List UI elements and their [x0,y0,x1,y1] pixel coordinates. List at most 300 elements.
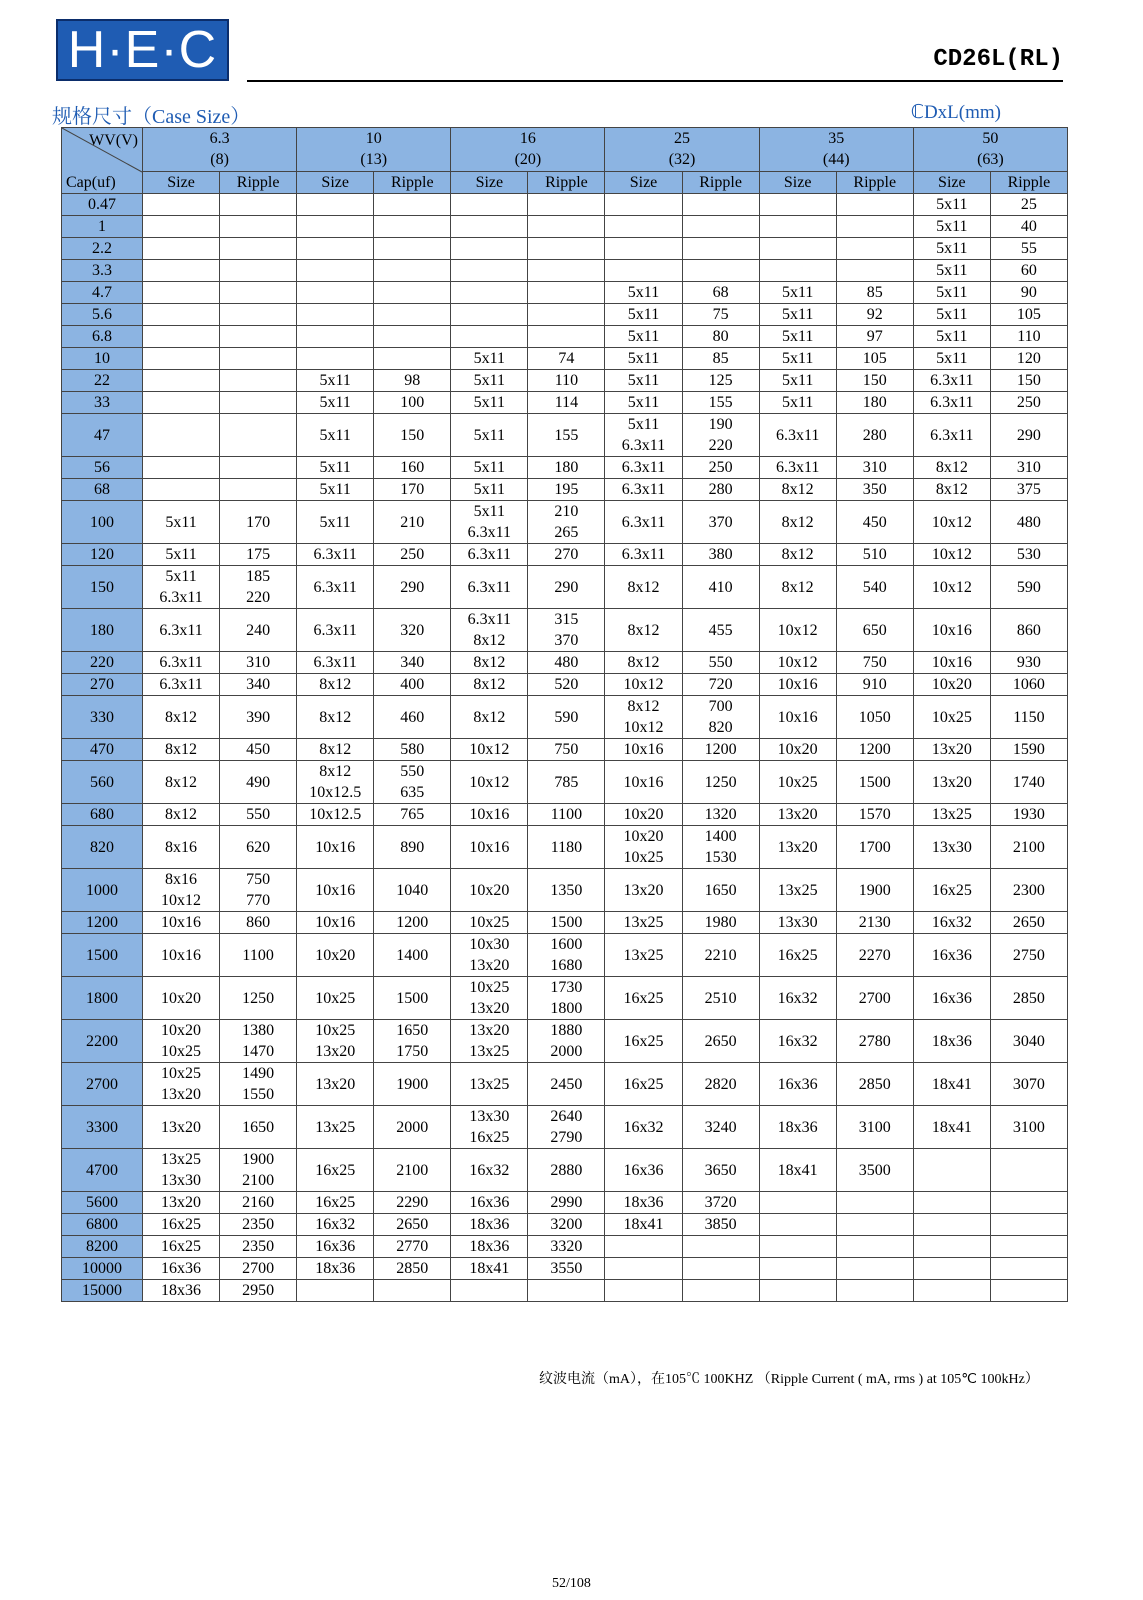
ripple-cell: 250 [374,544,451,566]
surge-voltage: (20) [514,151,542,169]
size-cell: 16x25 [143,1214,220,1236]
ripple-cell: 310 [836,457,913,479]
size-cell [297,260,374,282]
capacitance-cell: 0.47 [62,194,143,216]
size-cell: 6.3x11 [605,544,682,566]
ripple-cell [220,326,297,348]
capacitance-cell: 150 [62,566,143,609]
ripple-cell: 1880 2000 [528,1020,605,1063]
size-cell [143,326,220,348]
ripple-cell: 1400 1530 [682,826,759,869]
size-cell: 5x11 [451,348,528,370]
ripple-cell: 125 [682,370,759,392]
wv-header: WV(V) [89,132,138,149]
size-cell: 8x12 [759,479,836,501]
spec-table [61,127,1068,1302]
size-cell: 5x11 [605,304,682,326]
ripple-cell: 785 [528,761,605,804]
size-cell: 5x11 [297,501,374,544]
size-cell [759,260,836,282]
ripple-cell: 1900 [374,1063,451,1106]
ripple-cell [374,282,451,304]
size-cell [143,392,220,414]
size-cell: 8x12 [143,739,220,761]
size-cell: 13x20 [143,1192,220,1214]
size-cell: 18x36 [605,1192,682,1214]
ripple-cell [374,348,451,370]
ripple-cell: 480 [990,501,1067,544]
ripple-cell: 2510 [682,977,759,1020]
ripple-cell: 120 [990,348,1067,370]
size-column-header: Size [143,171,220,193]
size-cell: 8x12 [451,652,528,674]
size-cell [143,457,220,479]
size-cell: 5x11 [759,282,836,304]
ripple-cell: 1490 1550 [220,1063,297,1106]
size-cell: 16x25 [297,1149,374,1192]
size-cell: 6.3x11 [913,392,990,414]
size-cell: 6.3x11 [143,609,220,652]
size-cell: 10x12.5 [297,804,374,826]
ripple-cell [682,216,759,238]
size-cell: 6.3x11 [143,674,220,696]
size-cell [451,304,528,326]
table-row [62,1063,1068,1106]
ripple-cell: 3070 [990,1063,1067,1106]
ripple-cell: 60 [990,260,1067,282]
ripple-cell [220,282,297,304]
ripple-cell [682,1236,759,1258]
ripple-cell: 240 [220,609,297,652]
ripple-cell: 97 [836,326,913,348]
size-cell: 18x41 [605,1214,682,1236]
ripple-cell: 80 [682,326,759,348]
ripple-cell: 315 370 [528,609,605,652]
ripple-cell: 75 [682,304,759,326]
size-cell [913,1258,990,1280]
ripple-cell: 860 [220,912,297,934]
size-cell [451,1280,528,1302]
ripple-cell: 860 [990,609,1067,652]
size-cell: 18x36 [297,1258,374,1280]
size-cell [913,1280,990,1302]
capacitance-cell: 8200 [62,1236,143,1258]
ripple-cell: 540 [836,566,913,609]
size-cell: 5x11 [913,304,990,326]
ripple-cell: 350 [836,479,913,501]
size-cell: 10x25 13x20 [143,1063,220,1106]
size-cell: 13x20 [759,804,836,826]
dimension-unit: ℂDxL(mm) [910,102,1001,123]
table-row [62,1236,1068,1258]
table-row [62,826,1068,869]
capacitance-cell: 4.7 [62,282,143,304]
size-cell: 6.3x11 [605,501,682,544]
voltage-header [759,128,913,172]
size-cell [451,194,528,216]
ripple-cell: 150 [990,370,1067,392]
size-cell: 10x30 13x20 [451,934,528,977]
size-cell: 8x12 [759,566,836,609]
size-cell: 5x11 [451,414,528,457]
ripple-column-header: Ripple [528,171,605,193]
size-cell: 6.3x11 [297,544,374,566]
size-cell: 10x20 10x25 [605,826,682,869]
ripple-cell: 1250 [220,977,297,1020]
size-cell: 5x11 6.3x11 [451,501,528,544]
capacitance-cell: 1200 [62,912,143,934]
capacitance-cell: 1500 [62,934,143,977]
ripple-cell: 2850 [990,977,1067,1020]
size-cell [297,326,374,348]
ripple-cell: 340 [374,652,451,674]
size-cell: 6.3x11 [605,479,682,501]
size-cell: 10x12 [913,544,990,566]
ripple-cell: 510 [836,544,913,566]
size-cell: 10x16 [913,652,990,674]
size-cell: 5x11 [297,370,374,392]
size-cell: 5x11 [605,348,682,370]
size-cell: 8x12 [143,804,220,826]
table-row [62,479,1068,501]
capacitance-cell: 5.6 [62,304,143,326]
size-cell: 13x25 [913,804,990,826]
size-cell: 5x11 [759,392,836,414]
size-cell [297,304,374,326]
ripple-cell: 2700 [220,1258,297,1280]
size-cell [759,216,836,238]
capacitance-cell: 470 [62,739,143,761]
size-cell: 8x12 [143,761,220,804]
ripple-cell [990,1236,1067,1258]
ripple-cell: 1250 [682,761,759,804]
size-cell: 18x41 [913,1106,990,1149]
size-cell: 5x11 [913,326,990,348]
ripple-cell: 1350 [528,869,605,912]
capacitance-cell: 680 [62,804,143,826]
ripple-footnote: 纹波电流（mA），在105℃ 100KHZ （Ripple Current ( mA, rms ) at 105℃ 100kHz） [539,1372,1039,1387]
capacitance-cell: 3300 [62,1106,143,1149]
size-column-header: Size [759,171,836,193]
size-cell [143,194,220,216]
ripple-cell [682,260,759,282]
table-row [62,370,1068,392]
table-row [62,1149,1068,1192]
ripple-cell: 3040 [990,1020,1067,1063]
size-cell: 8x12 [605,566,682,609]
size-cell: 13x25 [605,934,682,977]
table-row [62,652,1068,674]
capacitance-cell: 4700 [62,1149,143,1192]
ripple-cell: 2650 [990,912,1067,934]
ripple-cell: 3500 [836,1149,913,1192]
ripple-cell: 750 [528,739,605,761]
ripple-cell [220,216,297,238]
size-cell: 6.3x11 8x12 [451,609,528,652]
ripple-cell: 550 [682,652,759,674]
size-cell: 8x12 [297,739,374,761]
ripple-cell: 1650 [220,1106,297,1149]
size-cell: 10x16 [143,912,220,934]
size-cell: 18x36 [451,1236,528,1258]
capacitance-cell: 270 [62,674,143,696]
ripple-cell: 750 770 [220,869,297,912]
ripple-cell: 2270 [836,934,913,977]
ripple-cell: 170 [374,479,451,501]
ripple-cell: 290 [374,566,451,609]
size-cell: 16x32 [759,1020,836,1063]
size-cell [451,238,528,260]
size-cell: 10x16 [913,609,990,652]
size-cell: 16x25 [605,977,682,1020]
capacitance-cell: 6.8 [62,326,143,348]
ripple-cell: 210 [374,501,451,544]
size-cell: 8x12 [605,609,682,652]
size-cell: 5x11 [605,370,682,392]
ripple-cell: 1600 1680 [528,934,605,977]
size-cell: 5x11 [143,501,220,544]
ripple-cell [220,348,297,370]
size-cell [297,194,374,216]
ripple-cell: 1180 [528,826,605,869]
size-cell: 16x32 [451,1149,528,1192]
ripple-cell: 1200 [682,739,759,761]
size-cell: 16x36 [451,1192,528,1214]
capacitance-cell: 2200 [62,1020,143,1063]
size-cell: 6.3x11 [297,566,374,609]
size-cell [451,326,528,348]
ripple-cell: 2770 [374,1236,451,1258]
size-column-header: Size [451,171,528,193]
ripple-cell: 1050 [836,696,913,739]
surge-voltage: (13) [360,151,388,169]
size-cell [605,1258,682,1280]
size-cell [913,1149,990,1192]
table-row [62,282,1068,304]
size-cell: 16x36 [143,1258,220,1280]
size-cell: 10x25 13x20 [297,1020,374,1063]
size-cell: 6.3x11 [297,609,374,652]
size-cell: 8x12 10x12 [605,696,682,739]
ripple-cell: 480 [528,652,605,674]
ripple-cell: 2100 [374,1149,451,1192]
capacitance-cell: 56 [62,457,143,479]
size-cell: 8x12 [913,457,990,479]
ripple-cell: 1200 [374,912,451,934]
size-cell: 16x25 [759,934,836,977]
capacitance-cell: 2700 [62,1063,143,1106]
ripple-cell: 1930 [990,804,1067,826]
size-cell: 6.3x11 [913,414,990,457]
ripple-cell: 74 [528,348,605,370]
size-cell [297,238,374,260]
size-cell [759,238,836,260]
size-cell [759,194,836,216]
size-cell: 10x16 [297,912,374,934]
ripple-cell [374,260,451,282]
ripple-cell: 2640 2790 [528,1106,605,1149]
size-cell: 5x11 [913,194,990,216]
size-cell [759,1258,836,1280]
ripple-cell [836,238,913,260]
capacitance-cell: 5600 [62,1192,143,1214]
ripple-cell [528,282,605,304]
ripple-cell: 700 820 [682,696,759,739]
size-cell: 10x20 [451,869,528,912]
size-cell: 13x20 [913,761,990,804]
size-cell [913,1236,990,1258]
size-cell [143,238,220,260]
voltage-header [451,128,605,172]
ripple-cell: 2300 [990,869,1067,912]
size-cell [605,1236,682,1258]
ripple-cell [990,1214,1067,1236]
capacitance-cell: 33 [62,392,143,414]
table-row [62,1020,1068,1063]
hec-logo: H·E·C [56,19,229,81]
size-cell: 8x12 10x12.5 [297,761,374,804]
size-cell: 8x12 [297,696,374,739]
size-cell: 5x11 [605,326,682,348]
size-cell: 13x25 [759,869,836,912]
ripple-cell: 2000 [374,1106,451,1149]
capacitance-cell: 22 [62,370,143,392]
size-cell: 8x16 10x12 [143,869,220,912]
ripple-cell: 390 [220,696,297,739]
ripple-cell: 3650 [682,1149,759,1192]
size-cell: 13x30 [759,912,836,934]
size-cell [913,1214,990,1236]
ripple-cell: 2130 [836,912,913,934]
ripple-cell: 490 [220,761,297,804]
table-row [62,392,1068,414]
ripple-cell: 890 [374,826,451,869]
ripple-cell: 1500 [836,761,913,804]
size-cell [143,479,220,501]
size-cell [605,260,682,282]
ripple-cell: 410 [682,566,759,609]
ripple-cell: 1320 [682,804,759,826]
ripple-cell [528,260,605,282]
size-cell [913,1192,990,1214]
ripple-cell: 105 [836,348,913,370]
ripple-cell: 2650 [682,1020,759,1063]
voltage-header [143,128,297,172]
size-cell: 10x16 [605,761,682,804]
ripple-cell: 3850 [682,1214,759,1236]
ripple-cell: 100 [374,392,451,414]
ripple-cell: 580 [374,739,451,761]
size-cell: 13x25 [451,1063,528,1106]
ripple-cell: 250 [682,457,759,479]
table-row [62,1258,1068,1280]
size-cell: 10x12 [913,566,990,609]
ripple-cell: 1730 1800 [528,977,605,1020]
header-rule [247,80,1063,82]
ripple-cell [528,216,605,238]
size-cell [605,216,682,238]
ripple-cell: 2290 [374,1192,451,1214]
size-cell [605,194,682,216]
size-cell: 16x36 [913,977,990,1020]
size-cell: 8x12 [297,674,374,696]
ripple-cell: 270 [528,544,605,566]
size-cell: 13x20 [143,1106,220,1149]
ripple-cell: 155 [682,392,759,414]
size-cell [143,414,220,457]
ripple-cell [220,194,297,216]
size-cell [759,1280,836,1302]
ripple-cell: 2880 [528,1149,605,1192]
ripple-cell [374,216,451,238]
ripple-cell: 310 [220,652,297,674]
size-cell: 5x11 6.3x11 [605,414,682,457]
size-cell: 6.3x11 [913,370,990,392]
capacitance-cell: 68 [62,479,143,501]
ripple-cell: 1100 [528,804,605,826]
ripple-cell: 550 [220,804,297,826]
ripple-cell: 92 [836,304,913,326]
table-row [62,912,1068,934]
surge-voltage: (32) [668,151,696,169]
table-row [62,804,1068,826]
size-column-header: Size [605,171,682,193]
ripple-cell: 530 [990,544,1067,566]
ripple-cell [836,1258,913,1280]
size-cell: 5x11 [451,457,528,479]
size-cell: 5x11 [451,479,528,501]
table-row [62,1280,1068,1302]
table-row [62,414,1068,457]
table-row [62,457,1068,479]
page-number: 52/108 [552,1576,591,1591]
ripple-cell: 180 [528,457,605,479]
size-cell: 5x11 [605,282,682,304]
ripple-cell [528,304,605,326]
size-cell: 10x25 [451,912,528,934]
capacitance-cell: 120 [62,544,143,566]
ripple-cell: 2350 [220,1236,297,1258]
ripple-cell [990,1149,1067,1192]
size-column-header: Size [297,171,374,193]
size-cell [143,370,220,392]
size-cell: 10x25 [759,761,836,804]
size-cell: 5x11 [451,392,528,414]
ripple-cell [682,194,759,216]
table-row [62,566,1068,609]
ripple-cell [836,216,913,238]
ripple-cell [836,1280,913,1302]
table-row [62,761,1068,804]
ripple-cell: 160 [374,457,451,479]
ripple-cell: 110 [528,370,605,392]
ripple-cell [220,457,297,479]
ripple-cell: 170 [220,501,297,544]
ripple-cell: 40 [990,216,1067,238]
model-number: CD26L(RL) [933,46,1063,73]
size-cell: 8x12 [759,544,836,566]
ripple-cell: 750 [836,652,913,674]
table-row [62,696,1068,739]
size-cell: 10x20 10x25 [143,1020,220,1063]
ripple-cell: 650 [836,609,913,652]
size-column-header: Size [913,171,990,193]
size-cell: 5x11 [605,392,682,414]
voltage-header [297,128,451,172]
ripple-cell: 195 [528,479,605,501]
ripple-cell: 450 [220,739,297,761]
size-cell: 8x12 [759,501,836,544]
